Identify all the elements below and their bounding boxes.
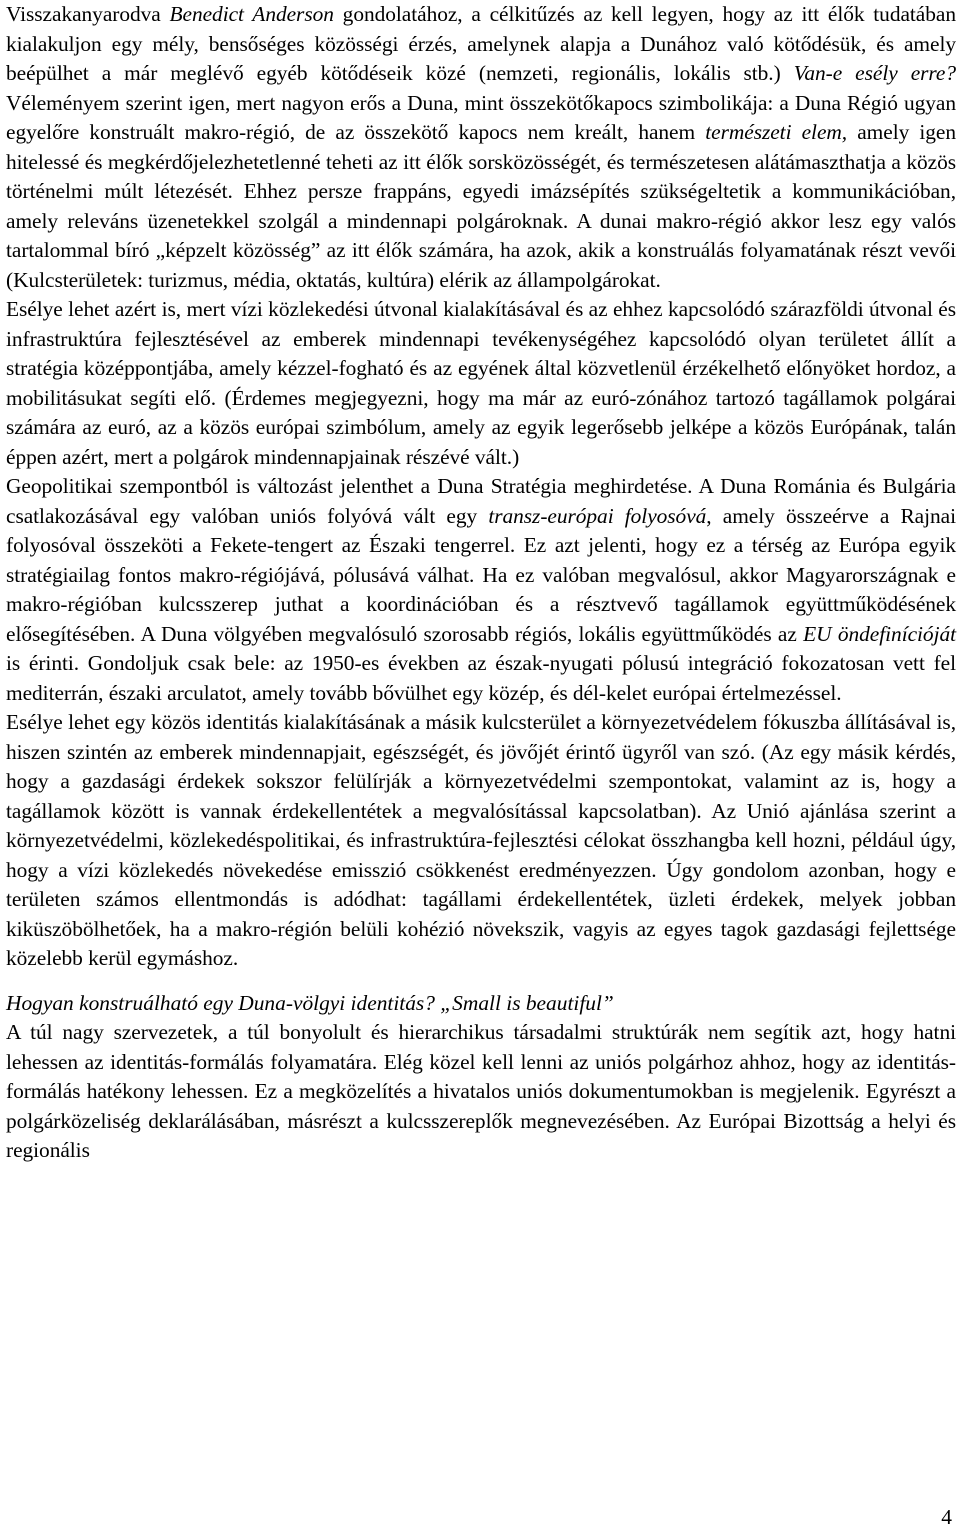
paragraph-2 [6, 295, 956, 472]
text-run: gondolatához, a célkitűzés az kell legyen, hogy az itt élők tudatában kialakuljon egy mély, bensőséges közösségi érzés, amelynek alapja a Dunához való kötődésük, és amely beépülhet a már meglévő egyéb kötődéseik közé (nemzeti, regionális, lokális stb.) [6, 2, 956, 85]
italic-text-run: Van-e esély erre? [793, 61, 956, 85]
section-heading: Hogyan konstruálható egy Duna-völgyi identitás? „Small is beautiful” [6, 990, 614, 1015]
paragraph-1 [6, 0, 956, 295]
text-run: is érinti. Gondoljuk csak bele: az 1950-es években az észak-nyugati pólusú integráció fokozatosan vett fel mediterrán, északi arculatot, amely tovább bővülhet egy közép, és dél-kelet európai értelmezéssel. [6, 651, 956, 705]
italic-text-run: EU öndefinícióját [803, 621, 956, 646]
italic-text-run: Benedict Anderson [169, 2, 334, 26]
paragraph-5: A túl nagy szervezetek, a túl bonyolult és hierarchikus társadalmi struktúrák nem segítik azt, hogy hatni lehessen az identitás-formálás folyamatára. Elég közel kell lenni az uniós polgárhoz ahhoz, hogy az identitás-formálás hatékony lehessen. Ez a megközelítés a hivatalos uniós dokumentumokban is megjelenik. Egyrészt a polgárközeliség deklarálásában, másrészt a kulcsszereplők megnevezésében. Az Európai Bizottság a helyi és regionális [6, 1020, 956, 1162]
text-run: Véleményem szerint igen, mert nagyon erős a Duna, mint összekötőkapocs szimbolikája: a Duna Régió ugyan egyelőre konstruált makro-régió, de az összekötő kapocs nem kreált, hanem [6, 90, 956, 144]
text-run: , amely összeérve a Rajnai folyosóval összeköti a Fekete-tengert az Északi tengerrel. Ez azt jelenti, hogy ez a térség az Európa egyik stratégiailag fontos makro-régiójává, pólusává válhat. Ha ez valóban megvalósul, akkor Magyarországnak e makro-régióban kulcsszerep juthat a koordinációban és a résztvevő tagállamok együttműködésének elősegítésében. A Duna völgyében megvalósuló szorosabb régiós, lokális együttműködés az [6, 503, 956, 646]
italic-text-run: természeti elem, [705, 120, 848, 144]
paragraph-3 [6, 472, 956, 708]
paragraph-4 [6, 708, 956, 974]
text-run: Visszakanyarodva [6, 2, 170, 26]
text-run: Esélye lehet egy közös identitás kialakításának a másik kulcsterület a környezetvédelem fókuszba állításával is, hiszen szintén az emberek mindennapjait, egészségét, és jövőjét érintő ügyről van szó. (Az egy másik kérdés, hogy a gazdasági érdekek sokszor felülírják a környezetvédelmi szempontokat, valamint az is, hogy a tagállamok között is vannak érdekellentétek a megvalósítással kapcsolatban). Az Unió ajánlása szerint a környezetvédelmi, közlekedéspolitikai, és infrastruktúra-fejlesztési célokat összhangba kell hozni, például úgy, hogy a vízi közlekedés növekedése emisszió csökkenést eredményezzen. Úgy gondolom azonban, hogy e területen számos ellentmondás is adódhat: tagállami érdekellentétek, üzleti érdekek, melyek jobban kiküszöbölhetőek, ha a makro-régión belüli kohézió növekszik, vagyis az egyes tagok gazdasági fejlettsége közelebb kerül egymáshoz. [6, 710, 956, 970]
page-number: 4 [941, 1505, 952, 1529]
text-run: amely igen hitelessé és megkérdőjelezhetetlenné teheti az itt élők sorsközösségét, és természetesen alátámaszthatja a közös történelmi múlt létezését. Ehhez persze frappáns, egyedi imázsépítés szükségeltetik a kommunikációban, amely releváns üzenetekkel szolgál a mindennapi polgároknak. A dunai makro-régió akkor lesz egy valós tartalommal bíró „képzelt közösség” az itt élők számára, ha azok, akik a konstruálás folyamatának részt vevői (Kulcsterületek: turizmus, média, oktatás, kultúra) elérik az állampolgárokat. [6, 120, 956, 292]
text-run: Esélye lehet azért is, mert vízi közlekedési útvonal kialakításával és az ehhez kapcsolódó szárazföldi útvonal és infrastruktúra fejlesztésével az emberek mindennapi tevékenységéhez kapcsolódó olyan területet állít a stratégia középpontjába, amely kézzel-fogható és az egyének által közvetlenül érzékelhető előnyöket hordoz, a mobilitásukat segíti elő. (Érdemes megjegyezni, hogy ma már az euró-zónához tartozó tagállamok polgárai számára az euró, az a közös európai szimbólum, amely az egyik legerősebb jelképe a közös Európának, talán éppen azért, mert a polgárok mindennapjainak részévé vált.) [6, 297, 956, 469]
italic-text-run: transz-európai folyosóvá [488, 503, 707, 528]
document-page [6, 0, 956, 1166]
text-run: Geopolitikai szempontból is változást jelenthet a Duna Stratégia meghirdetése. A Duna Románia és Bulgária csatlakozásával egy valóban uniós folyóvá vált egy [6, 474, 956, 528]
